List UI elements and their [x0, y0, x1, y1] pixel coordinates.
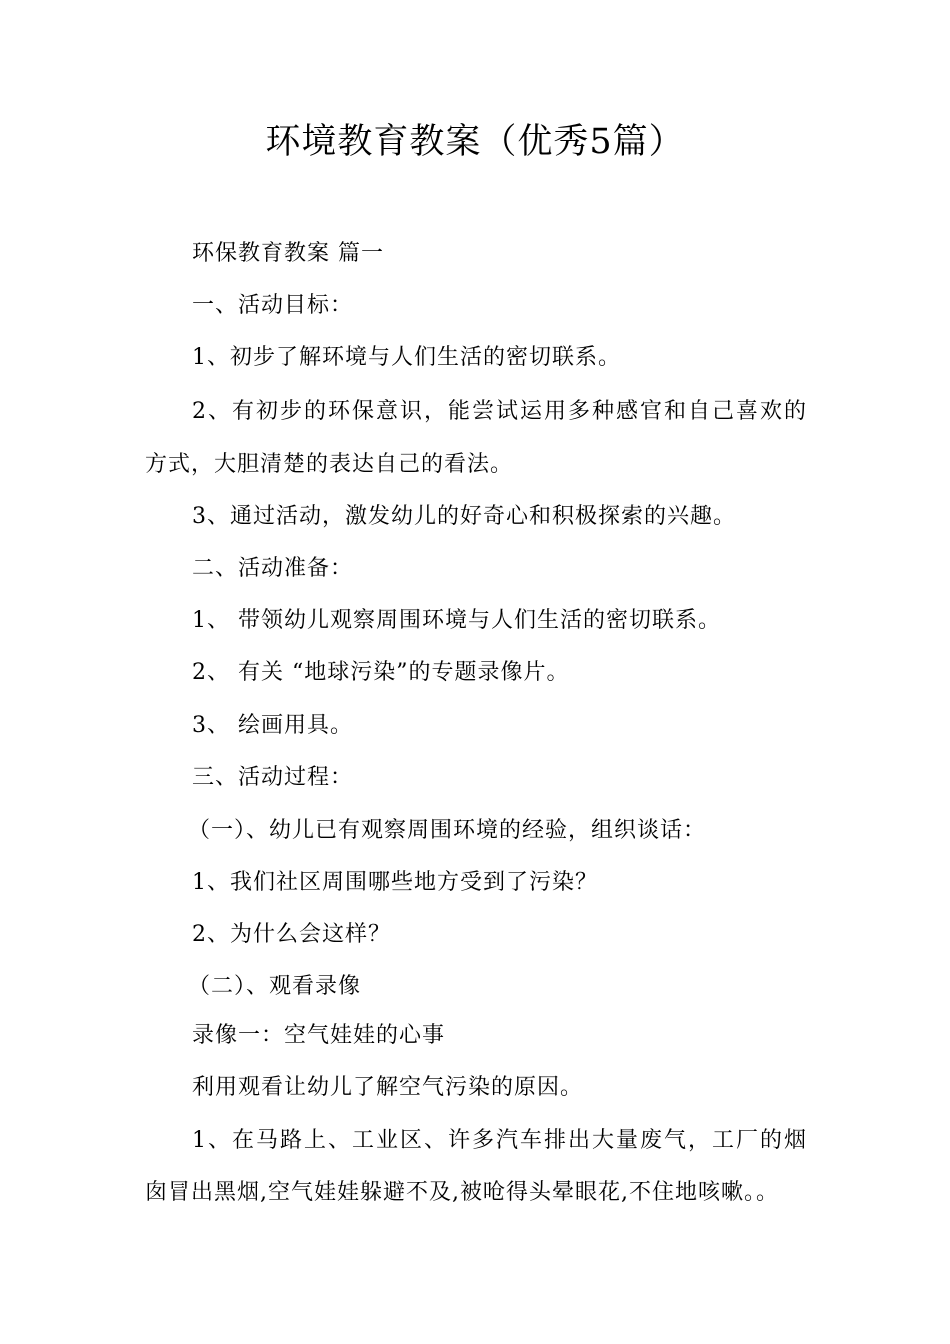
paragraph-line: 方式，大胆清楚的表达自己的看法。 — [145, 452, 514, 477]
paragraph-line: 利用观看让幼儿了解空气污染的原因。 — [192, 1075, 584, 1100]
paragraph-line: 三、活动过程： — [192, 765, 354, 790]
paragraph-line: 2、 有关 “地球污染”的专题录像片。 — [192, 660, 570, 685]
document-title: 环境教育教案（优秀5篇） — [265, 122, 685, 162]
paragraph-line: 一、活动目标： — [192, 293, 354, 318]
section-heading: 环保教育教案 篇一 — [192, 241, 384, 266]
paragraph-line: 1、我们社区周围哪些地方受到了污染？ — [192, 870, 598, 895]
paragraph-line: 囱冒出黑烟,空气娃娃躲避不及,被呛得头晕眼花,不住地咳嗽。。 — [145, 1180, 779, 1205]
paragraph-line: 1、在马路上、工业区、许多汽车排出大量废气，工厂的烟 — [192, 1128, 807, 1153]
paragraph-line: 3、通过活动，激发幼儿的好奇心和积极探索的兴趣。 — [192, 504, 736, 529]
paragraph-line: 2、有初步的环保意识，能尝试运用多种感官和自己喜欢的 — [192, 399, 807, 424]
paragraph-line: 1、初步了解环境与人们生活的密切联系。 — [192, 345, 621, 370]
paragraph-line: 2、为什么会这样？ — [192, 922, 391, 947]
paragraph-line: 3、 绘画用具。 — [192, 713, 353, 738]
paragraph-line: 录像一：空气娃娃的心事 — [192, 1023, 446, 1048]
paragraph-line: 二、活动准备： — [192, 556, 354, 581]
paragraph-line: （一）、幼儿已有观察周围环境的经验，组织谈话： — [188, 818, 707, 843]
paragraph-line: （二）、观看录像 — [188, 974, 362, 999]
paragraph-line: 1、 带领幼儿观察周围环境与人们生活的密切联系。 — [192, 608, 721, 633]
